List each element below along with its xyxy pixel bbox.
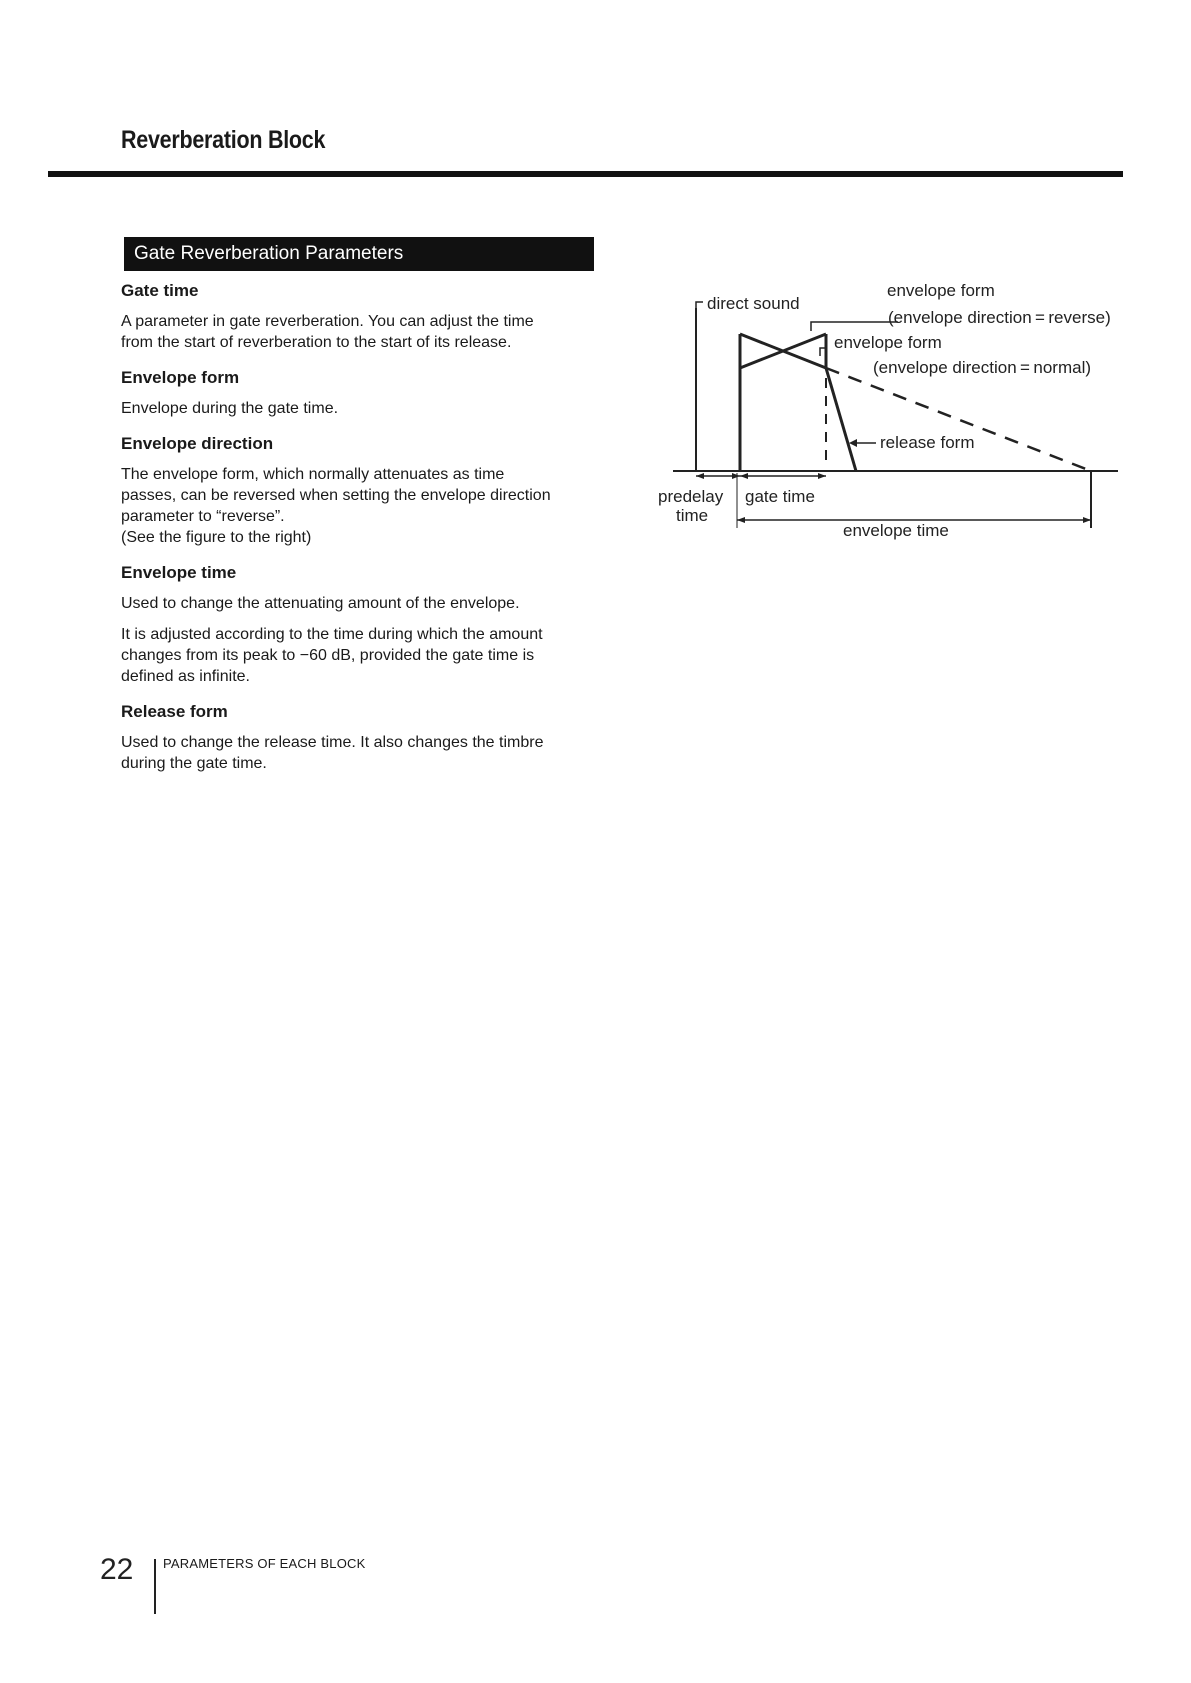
- direct-sound-pointer: [696, 302, 703, 308]
- gate-arrow-left: [740, 473, 748, 479]
- param-title: Envelope time: [121, 563, 237, 582]
- envelope-time-arrow-right: [1083, 517, 1091, 523]
- block-title: Reverberation Block: [121, 126, 326, 154]
- envelope-diagram: [648, 238, 1123, 590]
- predelay-arrow-right: [732, 473, 740, 479]
- envelope-form-reverse-note: (envelope direction = reverse): [888, 308, 1111, 327]
- reverse-pointer: [811, 322, 898, 331]
- gate-time-label: gate time: [745, 487, 815, 506]
- envelope-diagram-svg: [648, 238, 1123, 590]
- param-title: Release form: [121, 702, 228, 721]
- param-envelope-form: [121, 367, 601, 419]
- param-gate-time: [121, 280, 601, 353]
- param-title: Gate time: [121, 281, 199, 300]
- page-number: 22: [100, 1553, 134, 1586]
- gate-arrow-right: [818, 473, 826, 479]
- param-envelope-direction: [121, 433, 601, 548]
- param-description: Used to change the attenuating amount of the envelope.: [121, 595, 520, 612]
- param-description: Envelope during the gate time.: [121, 400, 339, 417]
- envelope-form-normal-title: envelope form: [834, 333, 942, 352]
- envelope-extension-dashed: [826, 368, 1091, 471]
- predelay-arrow-left: [696, 473, 704, 479]
- envelope-time-arrow-left: [737, 517, 745, 523]
- predelay-label: predelay: [658, 487, 724, 506]
- section-title: Gate Reverberation Parameters: [124, 237, 594, 271]
- param-release-form: [121, 701, 601, 774]
- direct-sound-label: direct sound: [707, 294, 800, 313]
- envelope-form-reverse-title: envelope form: [887, 281, 995, 300]
- footer-separator: [154, 1559, 156, 1614]
- param-title: Envelope form: [121, 368, 240, 387]
- header-rule: [48, 171, 1123, 177]
- param-description: Used to change the release time. It also changes the timbre during the gate time.: [121, 734, 544, 772]
- release-form-label: release form: [880, 433, 975, 452]
- predelay-label-time: time: [676, 506, 709, 525]
- release-slope: [826, 368, 856, 471]
- envelope-time-label: envelope time: [843, 521, 949, 540]
- footer-section-label: PARAMETERS OF EACH BLOCK: [163, 1556, 366, 1571]
- envelope-form-normal-note: (envelope direction = normal): [873, 358, 1092, 377]
- param-title: Envelope direction: [121, 434, 274, 453]
- parameter-list: [121, 280, 601, 788]
- param-description: A parameter in gate reverberation. You can adjust the time from the start of reverberation to the start of its release.: [121, 313, 534, 351]
- param-envelope-time: [121, 562, 601, 687]
- param-description: The envelope form, which normally attenuates as time passes, can be reversed when setting the envelope direction parameter to “reverse”. (See the figure to the right): [121, 466, 551, 546]
- param-description: It is adjusted according to the time during which the amount changes from its peak to −60 dB, provided the gate time is defined as infinite.: [121, 626, 543, 685]
